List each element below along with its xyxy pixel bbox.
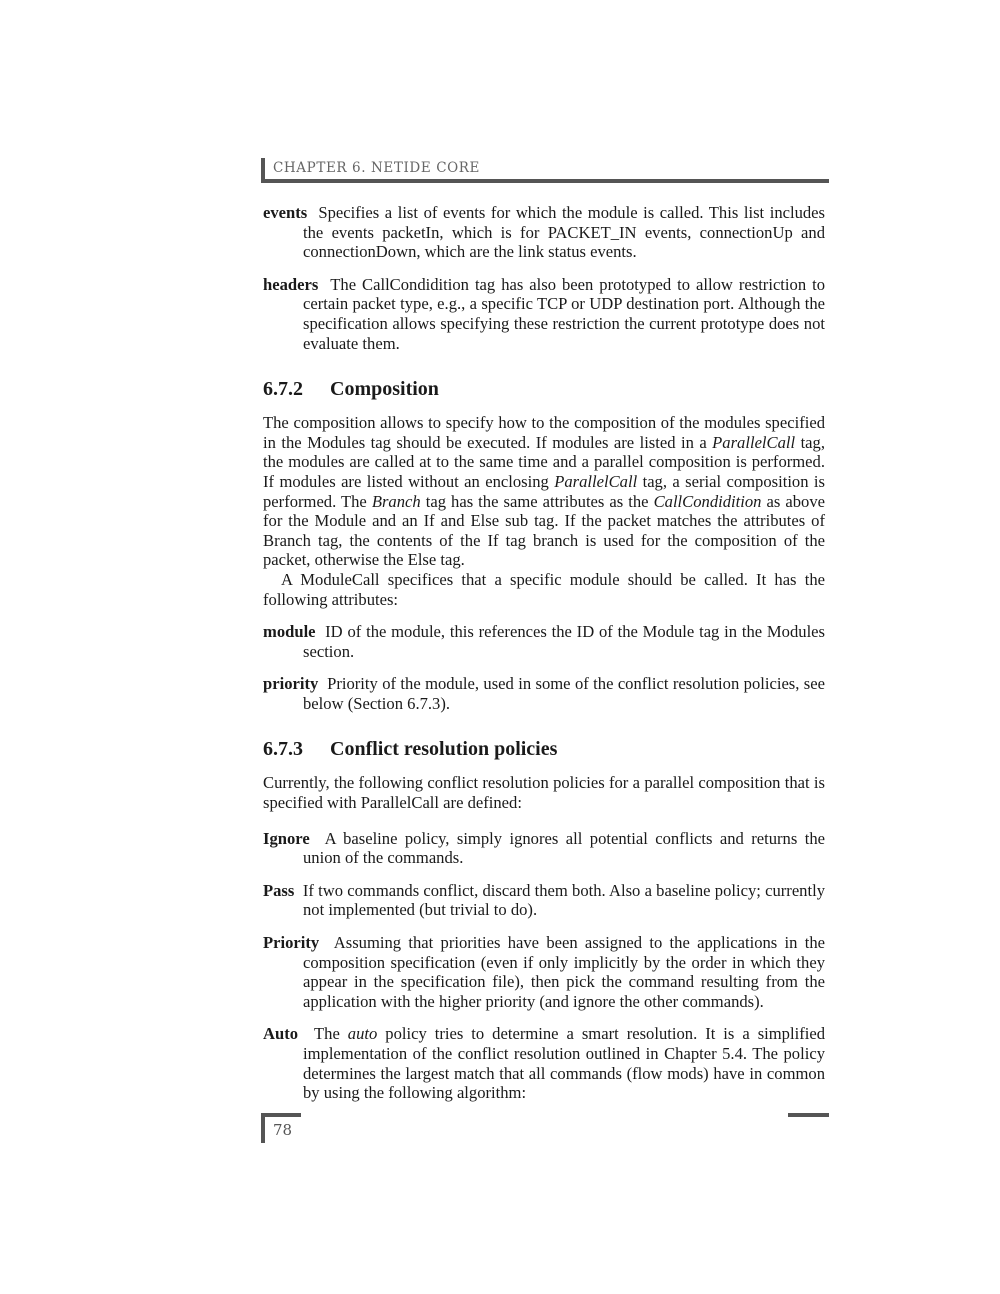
definition-term: Priority [263,933,320,953]
definition-item-module [263,622,825,661]
definition-text: Assuming that priorities have been assigned to the applications in the composition specification (even if only implicitly by the order in which they appear in the specification file), then pick the command resulting from the application with the higher priority (and ignore the other commands). [303,933,826,1011]
definition-item-ignore [263,829,825,868]
definition-text: Specifies a list of events for which the module is called. This list includes the events packetIn, which is for PACKET_IN events, connectionUp and connectionDown, which are the link status events. [303,203,826,262]
definition-term: Auto [263,1024,299,1044]
definition-text: Priority of the module, used in some of the conflict resolution policies, see below (Section 6.7.3). [303,674,826,713]
definition-text: The CallCondidition tag has also been prototyped to allow restriction to certain packet type, e.g., a specific TCP or UDP destination port. Although the specification allows specifying these restriction the current prototype does not evaluate them. [303,274,826,353]
definition-term: Ignore [263,828,310,848]
definition-text: A baseline policy, simply ignores all potential conflicts and returns the union of the commands. [303,828,826,868]
footer-rule-right [788,1113,829,1117]
definition-item-pass [263,881,825,920]
section-title: Composition [330,378,439,401]
text-run: tag has the same attributes as the [420,491,654,511]
text-run: tag, a serial composition is performed. The [263,471,825,511]
definition-term: priority [263,674,319,694]
definition-item-auto [263,1024,825,1102]
italic-term: ParallelCall [712,432,796,452]
definition-item-priority-policy [263,933,825,1011]
text-run: tag, the modules are called at to the same time and a parallel composition is performed. If modules are listed without an enclosing [263,432,825,491]
definition-item-priority [263,674,825,713]
text-run: The [314,1024,348,1044]
definition-term: events [263,203,308,222]
text-run: The composition allows to specify how to the composition of the modules specified in the Modules tag should be executed. If modules are listed in a [263,413,825,452]
italic-term: auto [347,1024,378,1044]
section-heading-6-7-3 [263,738,825,761]
running-header: CHAPTER 6. NETIDE CORE [273,160,481,176]
definition-text: If two commands conflict, discard them both. Also a baseline policy; currently not implemented (but trivial to do). [302,880,825,920]
text-run: policy tries to determine a smart resolution. It is a simplified implementation of the conflict resolution outlined in Chapter 5.4. The policy determines the largest match that all commands (flow mods) have in common by using the following algorithm: [303,1024,825,1103]
italic-term: CallCondidition [653,491,762,511]
italic-term: ParallelCall [554,471,638,491]
italic-term: Branch [371,491,421,511]
definition-item-headers [263,275,825,353]
text-run: as above for the Module and an If and Else sub tag. If the packet matches the attributes of Branch tag, the contents of the If tag branch is used for the composition of the packet, otherwise the Else tag. [263,491,825,570]
section-number: 6.7.2 [263,378,303,401]
modulecall-paragraph: A ModuleCall specifices that a specific module should be called. It has the following attributes: [263,569,825,609]
section-heading-6-7-2 [263,378,825,401]
header-rule [261,179,829,183]
definition-term: Pass [263,880,295,900]
definition-item-events [263,203,825,262]
definition-text: ID of the module, this references the ID of the Module tag in the Modules section. [303,622,825,661]
footer-rule-vertical [261,1113,265,1143]
composition-paragraph [263,413,825,570]
definition-term: headers [263,274,319,294]
page-number: 78 [273,1121,293,1139]
section-title: Conflict resolution policies [330,738,558,761]
footer-rule-left [261,1113,301,1117]
policies-intro-paragraph: Currently, the following conflict resolution policies for a parallel composition that is specified with ParallelCall are defined: [263,773,825,813]
section-number: 6.7.3 [263,738,303,761]
body-text [263,203,825,1103]
definition-term: module [263,622,316,642]
